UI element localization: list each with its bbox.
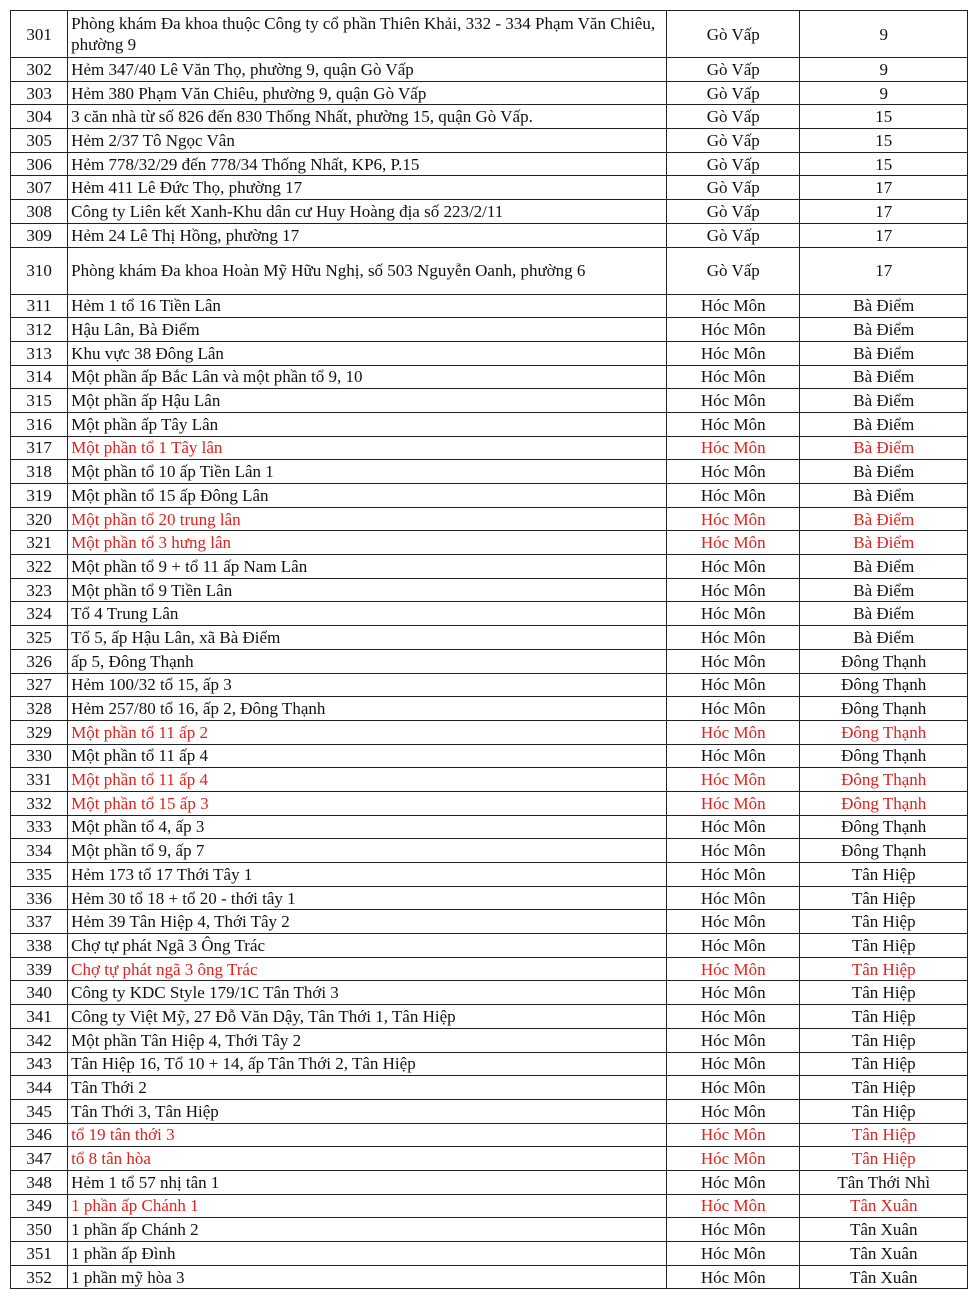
row-ward: Đông Thạnh: [800, 791, 968, 815]
row-address: Hẻm 1 tổ 57 nhị tân 1: [68, 1170, 667, 1194]
row-ward: Bà Điểm: [800, 341, 968, 365]
row-address: Phòng khám Đa khoa thuộc Công ty cổ phần Thiên Khải, 332 - 334 Phạm Văn Chiêu, phường 9: [68, 11, 667, 58]
table-row: [11, 200, 968, 224]
row-address: Một phần tổ 11 ấp 4: [68, 768, 667, 792]
row-ward: Tân Hiệp: [800, 1028, 968, 1052]
row-ward: Bà Điểm: [800, 412, 968, 436]
row-address: Hậu Lân, Bà Điểm: [68, 318, 667, 342]
row-number: 338: [11, 934, 68, 958]
row-number: 341: [11, 1005, 68, 1029]
row-district: Hóc Môn: [667, 1028, 800, 1052]
table-row: [11, 1099, 968, 1123]
row-ward: Đông Thạnh: [800, 649, 968, 673]
row-number: 301: [11, 11, 68, 58]
row-ward: Bà Điểm: [800, 578, 968, 602]
row-ward: Đông Thạnh: [800, 673, 968, 697]
row-number: 308: [11, 200, 68, 224]
row-address: Một phần tổ 11 ấp 2: [68, 720, 667, 744]
table-row: [11, 1218, 968, 1242]
row-ward: Bà Điểm: [800, 294, 968, 318]
row-address: Tân Hiệp 16, Tổ 10 + 14, ấp Tân Thới 2, Tân Hiệp: [68, 1052, 667, 1076]
row-district: Hóc Môn: [667, 436, 800, 460]
row-ward: 9: [800, 81, 968, 105]
row-number: 305: [11, 129, 68, 153]
row-ward: Tân Hiệp: [800, 910, 968, 934]
row-number: 332: [11, 791, 68, 815]
table-row: [11, 341, 968, 365]
row-ward: Tân Hiệp: [800, 957, 968, 981]
row-district: Hóc Môn: [667, 484, 800, 508]
table-row: [11, 247, 968, 294]
row-district: Hóc Môn: [667, 649, 800, 673]
row-ward: Bà Điểm: [800, 602, 968, 626]
table-row: [11, 602, 968, 626]
row-district: Hóc Môn: [667, 1170, 800, 1194]
row-address: Công ty KDC Style 179/1C Tân Thới 3: [68, 981, 667, 1005]
location-table: [10, 10, 968, 1289]
table-row: [11, 365, 968, 389]
row-number: 304: [11, 105, 68, 129]
row-address: 1 phần mỹ hòa 3: [68, 1265, 667, 1289]
row-district: Hóc Môn: [667, 697, 800, 721]
row-number: 348: [11, 1170, 68, 1194]
row-number: 314: [11, 365, 68, 389]
row-ward: Bà Điểm: [800, 389, 968, 413]
row-district: Hóc Môn: [667, 981, 800, 1005]
row-address: Hẻm 411 Lê Đức Thọ, phường 17: [68, 176, 667, 200]
table-row: [11, 1123, 968, 1147]
row-address: Hẻm 30 tổ 18 + tổ 20 - thới tây 1: [68, 886, 667, 910]
table-row: [11, 223, 968, 247]
row-district: Gò Vấp: [667, 11, 800, 58]
row-district: Gò Vấp: [667, 105, 800, 129]
row-district: Hóc Môn: [667, 934, 800, 958]
row-address: Chợ tự phát Ngã 3 Ông Trác: [68, 934, 667, 958]
row-ward: Bà Điểm: [800, 531, 968, 555]
row-district: Hóc Môn: [667, 910, 800, 934]
row-district: Hóc Môn: [667, 626, 800, 650]
row-ward: 15: [800, 129, 968, 153]
row-ward: Đông Thạnh: [800, 697, 968, 721]
row-address: Hẻm 173 tổ 17 Thới Tây 1: [68, 863, 667, 887]
row-number: 316: [11, 412, 68, 436]
row-address: Công ty Liên kết Xanh-Khu dân cư Huy Hoàng địa số 223/2/11: [68, 200, 667, 224]
row-address: Một phần tổ 15 ấp 3: [68, 791, 667, 815]
row-ward: 9: [800, 58, 968, 82]
row-address: Hẻm 257/80 tổ 16, ấp 2, Đông Thạnh: [68, 697, 667, 721]
row-district: Hóc Môn: [667, 1099, 800, 1123]
row-district: Hóc Môn: [667, 1242, 800, 1266]
row-address: Khu vực 38 Đông Lân: [68, 341, 667, 365]
table-row: [11, 649, 968, 673]
table-row: [11, 1028, 968, 1052]
row-district: Gò Vấp: [667, 176, 800, 200]
row-ward: 15: [800, 105, 968, 129]
row-district: Hóc Môn: [667, 1005, 800, 1029]
row-number: 347: [11, 1147, 68, 1171]
row-ward: Đông Thạnh: [800, 744, 968, 768]
row-address: Một phần tổ 10 ấp Tiền Lân 1: [68, 460, 667, 484]
row-district: Hóc Môn: [667, 389, 800, 413]
row-ward: Bà Điểm: [800, 460, 968, 484]
row-address: Một phần ấp Tây Lân: [68, 412, 667, 436]
table-row: [11, 389, 968, 413]
row-ward: Bà Điểm: [800, 507, 968, 531]
table-row: [11, 105, 968, 129]
row-district: Hóc Môn: [667, 1218, 800, 1242]
row-number: 312: [11, 318, 68, 342]
table-row: [11, 863, 968, 887]
row-ward: Đông Thạnh: [800, 839, 968, 863]
row-address: Hẻm 39 Tân Hiệp 4, Thới Tây 2: [68, 910, 667, 934]
row-address: Một phần ấp Hậu Lân: [68, 389, 667, 413]
row-address: Một phần tổ 11 ấp 4: [68, 744, 667, 768]
row-address: Một phần Tân Hiệp 4, Thới Tây 2: [68, 1028, 667, 1052]
row-address: Hẻm 1 tổ 16 Tiền Lân: [68, 294, 667, 318]
document-sheet: [10, 10, 968, 1289]
row-district: Gò Vấp: [667, 152, 800, 176]
row-ward: Đông Thạnh: [800, 815, 968, 839]
row-district: Hóc Môn: [667, 318, 800, 342]
row-ward: Tân Hiệp: [800, 1052, 968, 1076]
table-row: [11, 412, 968, 436]
row-ward: Tân Hiệp: [800, 1147, 968, 1171]
row-district: Gò Vấp: [667, 81, 800, 105]
table-row: [11, 1005, 968, 1029]
row-number: 313: [11, 341, 68, 365]
row-ward: Đông Thạnh: [800, 720, 968, 744]
table-row: [11, 673, 968, 697]
table-row: [11, 11, 968, 58]
row-address: Một phần tổ 15 ấp Đông Lân: [68, 484, 667, 508]
row-number: 351: [11, 1242, 68, 1266]
row-address: Một phần tổ 9, ấp 7: [68, 839, 667, 863]
table-row: [11, 318, 968, 342]
row-district: Hóc Môn: [667, 294, 800, 318]
table-row: [11, 886, 968, 910]
row-address: Công ty Việt Mỹ, 27 Đỗ Văn Dậy, Tân Thới 1, Tân Hiệp: [68, 1005, 667, 1029]
table-row: [11, 81, 968, 105]
row-ward: Tân Xuân: [800, 1265, 968, 1289]
row-number: 327: [11, 673, 68, 697]
table-row: [11, 1170, 968, 1194]
row-ward: Tân Hiệp: [800, 1123, 968, 1147]
row-address: Một phần tổ 20 trung lân: [68, 507, 667, 531]
table-row: [11, 697, 968, 721]
row-address: Hẻm 2/37 Tô Ngọc Vân: [68, 129, 667, 153]
row-ward: Tân Hiệp: [800, 886, 968, 910]
row-district: Hóc Môn: [667, 815, 800, 839]
row-ward: Tân Thới Nhì: [800, 1170, 968, 1194]
row-district: Gò Vấp: [667, 200, 800, 224]
row-address: ấp 5, Đông Thạnh: [68, 649, 667, 673]
row-number: 309: [11, 223, 68, 247]
table-row: [11, 815, 968, 839]
row-ward: Bà Điểm: [800, 365, 968, 389]
table-row: [11, 1147, 968, 1171]
table-row: [11, 981, 968, 1005]
table-row: [11, 460, 968, 484]
table-row: [11, 1194, 968, 1218]
row-number: 317: [11, 436, 68, 460]
row-number: 315: [11, 389, 68, 413]
row-address: Một phần ấp Bắc Lân và một phần tổ 9, 10: [68, 365, 667, 389]
row-number: 344: [11, 1076, 68, 1100]
row-number: 310: [11, 247, 68, 294]
row-ward: Tân Hiệp: [800, 1099, 968, 1123]
row-ward: 17: [800, 176, 968, 200]
row-number: 334: [11, 839, 68, 863]
table-row: [11, 1265, 968, 1289]
row-district: Hóc Môn: [667, 531, 800, 555]
row-ward: 15: [800, 152, 968, 176]
row-address: 1 phần ấp Chánh 1: [68, 1194, 667, 1218]
row-number: 321: [11, 531, 68, 555]
row-address: Hẻm 24 Lê Thị Hồng, phường 17: [68, 223, 667, 247]
row-number: 342: [11, 1028, 68, 1052]
row-district: Hóc Môn: [667, 365, 800, 389]
row-number: 303: [11, 81, 68, 105]
table-row: [11, 910, 968, 934]
row-ward: 17: [800, 223, 968, 247]
table-row: [11, 839, 968, 863]
table-row: [11, 768, 968, 792]
row-number: 331: [11, 768, 68, 792]
row-district: Hóc Môn: [667, 1265, 800, 1289]
row-number: 326: [11, 649, 68, 673]
row-ward: 9: [800, 11, 968, 58]
row-number: 336: [11, 886, 68, 910]
row-ward: Tân Hiệp: [800, 981, 968, 1005]
row-number: 350: [11, 1218, 68, 1242]
row-ward: Tân Hiệp: [800, 1076, 968, 1100]
row-address: Hẻm 100/32 tổ 15, ấp 3: [68, 673, 667, 697]
table-row: [11, 626, 968, 650]
row-district: Hóc Môn: [667, 720, 800, 744]
table-row: [11, 1052, 968, 1076]
row-number: 335: [11, 863, 68, 887]
table-body: [11, 11, 968, 1289]
table-row: [11, 791, 968, 815]
row-district: Hóc Môn: [667, 791, 800, 815]
row-number: 330: [11, 744, 68, 768]
table-row: [11, 152, 968, 176]
row-address: Hẻm 347/40 Lê Văn Thọ, phường 9, quận Gò Vấp: [68, 58, 667, 82]
row-number: 302: [11, 58, 68, 82]
row-district: Hóc Môn: [667, 578, 800, 602]
table-row: [11, 531, 968, 555]
row-address: Tổ 4 Trung Lân: [68, 602, 667, 626]
row-number: 328: [11, 697, 68, 721]
row-address: Một phần tổ 9 Tiền Lân: [68, 578, 667, 602]
row-district: Gò Vấp: [667, 247, 800, 294]
row-number: 306: [11, 152, 68, 176]
row-district: Hóc Môn: [667, 1147, 800, 1171]
table-row: [11, 578, 968, 602]
table-row: [11, 484, 968, 508]
row-address: Tân Thới 3, Tân Hiệp: [68, 1099, 667, 1123]
row-ward: Tân Xuân: [800, 1218, 968, 1242]
row-address: Một phần tổ 9 + tổ 11 ấp Nam Lân: [68, 555, 667, 579]
row-district: Hóc Môn: [667, 555, 800, 579]
row-address: Hẻm 778/32/29 đến 778/34 Thống Nhất, KP6, P.15: [68, 152, 667, 176]
row-address: tổ 8 tân hòa: [68, 1147, 667, 1171]
row-district: Hóc Môn: [667, 602, 800, 626]
row-number: 337: [11, 910, 68, 934]
table-row: [11, 555, 968, 579]
row-ward: 17: [800, 200, 968, 224]
row-ward: Tân Xuân: [800, 1242, 968, 1266]
table-row: [11, 507, 968, 531]
row-number: 319: [11, 484, 68, 508]
row-number: 343: [11, 1052, 68, 1076]
row-district: Hóc Môn: [667, 957, 800, 981]
row-address: Một phần tổ 1 Tây lân: [68, 436, 667, 460]
row-number: 323: [11, 578, 68, 602]
row-ward: Bà Điểm: [800, 436, 968, 460]
table-row: [11, 1242, 968, 1266]
row-district: Hóc Môn: [667, 460, 800, 484]
row-address: 1 phần ấp Đình: [68, 1242, 667, 1266]
table-row: [11, 934, 968, 958]
row-address: Một phần tổ 3 hưng lân: [68, 531, 667, 555]
row-number: 339: [11, 957, 68, 981]
table-row: [11, 58, 968, 82]
row-district: Hóc Môn: [667, 768, 800, 792]
row-number: 349: [11, 1194, 68, 1218]
row-district: Hóc Môn: [667, 1123, 800, 1147]
row-district: Hóc Môn: [667, 1052, 800, 1076]
row-address: Phòng khám Đa khoa Hoàn Mỹ Hữu Nghị, số 503 Nguyễn Oanh, phường 6: [68, 247, 667, 294]
row-district: Hóc Môn: [667, 673, 800, 697]
row-district: Hóc Môn: [667, 412, 800, 436]
row-ward: Đông Thạnh: [800, 768, 968, 792]
row-number: 352: [11, 1265, 68, 1289]
row-district: Gò Vấp: [667, 223, 800, 247]
row-district: Hóc Môn: [667, 341, 800, 365]
row-ward: Tân Xuân: [800, 1194, 968, 1218]
row-address: Chợ tự phát ngã 3 ông Trác: [68, 957, 667, 981]
table-row: [11, 720, 968, 744]
row-number: 307: [11, 176, 68, 200]
row-address: 3 căn nhà từ số 826 đến 830 Thống Nhất, phường 15, quận Gò Vấp.: [68, 105, 667, 129]
row-ward: Bà Điểm: [800, 318, 968, 342]
row-address: Một phần tổ 4, ấp 3: [68, 815, 667, 839]
row-number: 346: [11, 1123, 68, 1147]
table-row: [11, 129, 968, 153]
table-row: [11, 294, 968, 318]
row-number: 345: [11, 1099, 68, 1123]
table-row: [11, 1076, 968, 1100]
row-district: Gò Vấp: [667, 58, 800, 82]
row-number: 324: [11, 602, 68, 626]
row-district: Hóc Môn: [667, 507, 800, 531]
row-address: 1 phần ấp Chánh 2: [68, 1218, 667, 1242]
row-address: Tân Thới 2: [68, 1076, 667, 1100]
row-district: Gò Vấp: [667, 129, 800, 153]
row-number: 311: [11, 294, 68, 318]
table-row: [11, 744, 968, 768]
row-ward: Bà Điểm: [800, 484, 968, 508]
row-address: Tổ 5, ấp Hậu Lân, xã Bà Điểm: [68, 626, 667, 650]
row-number: 320: [11, 507, 68, 531]
row-number: 329: [11, 720, 68, 744]
row-ward: Tân Hiệp: [800, 934, 968, 958]
row-address: tổ 19 tân thới 3: [68, 1123, 667, 1147]
row-number: 325: [11, 626, 68, 650]
row-district: Hóc Môn: [667, 1076, 800, 1100]
row-ward: Bà Điểm: [800, 555, 968, 579]
row-district: Hóc Môn: [667, 1194, 800, 1218]
row-number: 318: [11, 460, 68, 484]
row-district: Hóc Môn: [667, 863, 800, 887]
row-ward: Tân Hiệp: [800, 863, 968, 887]
row-ward: Bà Điểm: [800, 626, 968, 650]
row-number: 340: [11, 981, 68, 1005]
row-district: Hóc Môn: [667, 886, 800, 910]
row-ward: Tân Hiệp: [800, 1005, 968, 1029]
row-district: Hóc Môn: [667, 744, 800, 768]
row-number: 333: [11, 815, 68, 839]
table-row: [11, 176, 968, 200]
row-number: 322: [11, 555, 68, 579]
row-address: Hẻm 380 Phạm Văn Chiêu, phường 9, quận Gò Vấp: [68, 81, 667, 105]
row-ward: 17: [800, 247, 968, 294]
row-district: Hóc Môn: [667, 839, 800, 863]
table-row: [11, 957, 968, 981]
table-row: [11, 436, 968, 460]
